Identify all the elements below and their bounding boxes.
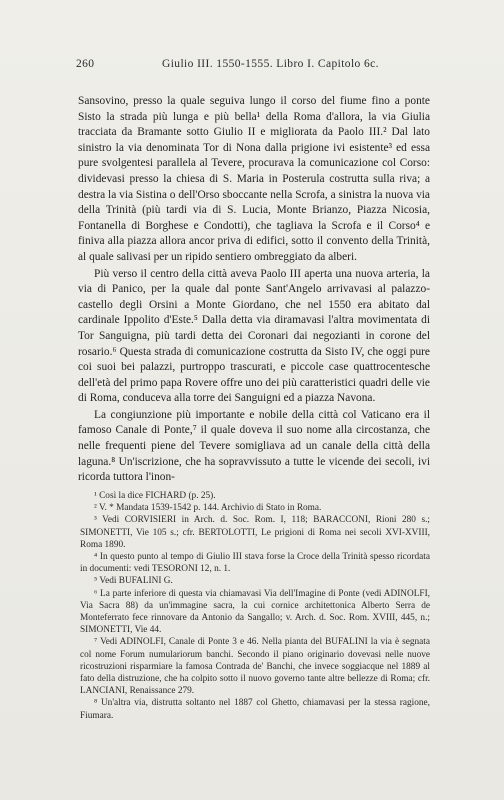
paragraph-2: Più verso il centro della città aveva Paolo III aperta una nuova arteria, la via di Panico, per la quale dal ponte Sant'Angelo arrivavasi al palazzo-castello degli Orsini a Monte Giordano, che nel 1550 era abitato dal cardinale Ippolito d'Este.⁵ Dalla detta via diramavasi l'altra movimentata di Tor Sanguigna, più tardi detta dei Coronari dai negozianti in corone del rosario.⁶ Questa strada di comunicazione costrutta da Sisto IV, che oggi pure coi suoi bei palazzi, purtroppo trascurati, e piccole case quattrocentesche dell'età del primo papa Rovere offre uno dei più caratteristici quadri delle vie di Roma, conduceva alla torre dei Sanguigni ed a piazza Navona.: [78, 267, 430, 405]
footnotes: [80, 490, 430, 722]
paragraph-1: Sansovino, presso la quale seguiva lungo il corso del fiume fino a ponte Sisto la strada più lunga e più bella¹ della Roma d'allora, la via Giulia tracciata da Bramante sotto Giulio II e migliorata da Paolo III.² Dal lato sinistro la via denominata Tor di Nona dalla prigione ivi esistente³ ed essa pure svolgentesi parallela al Tevere, procurava la comunicazione col Corso: dividevasi presso la chiesa di S. Maria in Posterula costrutta sulla riva; a destra la via Sistina o dell'Orso sboccante nella Scrofa, a sinistra la nuova via della Trinità (più tardi via di S. Lucia, Monte Brianzo, Piazza Nicosia, Fontanella di Borghese e Condotti), che tagliava la Scrofa e il Corso⁴ e finiva alla piazza allora ancor priva di edifici, sotto il convento della Trinità, al quale salivasi per un ripido sentiero ombreggiato da alberi.: [78, 95, 430, 263]
page-number: 260: [76, 58, 95, 70]
footnote-2: ² V. * Mandata 1539-1542 p. 144. Archivio di Stato in Roma.: [94, 503, 322, 514]
running-title: Giulio III. 1550-1555. Libro I. Capitolo 6c.: [162, 58, 379, 70]
paragraph-3: La congiunzione più importante e nobile della città col Vaticano era il famoso Canale di Ponte,⁷ il quale doveva il suo nome alla circostanza, che nelle frequenti piene del Tevere somigliava ad un canale della città della laguna.⁸ Un'iscrizione, che ha sopravvissuto a tutte le vicende dei secoli, ivi ricorda tuttora l'inon-: [78, 408, 430, 484]
footnote-1: ¹ Così la dice FICHARD (p. 25).: [94, 491, 216, 501]
footnote-8: ⁸ Un'altra via, distrutta soltanto nel 1887 col Ghetto, chiamavasi per la stessa ragione, Fiumara.: [80, 698, 430, 721]
footnote-6: ⁶ La parte inferiore di questa via chiamavasi Via dell'Imagine di Ponte (vedi ADINOLFI, Via Sacra 88) da un'immagine sacra, la cui cornice architettonica Alberto Serra de Monteferrato fece rinnovare da Antonio da Sangallo; v. Arch. d. Soc. Rom. XVIII, 445, n.; SIMONETTI, Vie 44.: [80, 588, 430, 636]
footnote-7: ⁷ Vedi ADINOLFI, Canale di Ponte 3 e 46. Nella pianta del BUFALINI la via è segnata col nome Forum numulariorum banchi. Secondo il piano originario dovevasi nelle nuove ricostruzioni risparmiare la famosa Contrada de' Banchi, che invece soggiacque nel 1889 al fato della distruzione, che ha colpito sotto il nuovo governo tante altre bellezze di Roma; cfr. LANCIANI, Renaissance 279.: [80, 637, 430, 697]
footnote-5: ⁵ Vedi BUFALINI G.: [94, 576, 173, 587]
footnote-4: ⁴ In questo punto al tempo di Giulio III stava forse la Croce della Trinità spesso ricordata in documenti: vedi TESORONI 12, n. 1.: [80, 552, 430, 575]
main-text: [78, 94, 430, 486]
footnote-3: ³ Vedi CORVISIERI in Arch. d. Soc. Rom. I, 118; BARACCONI, Rioni 280 s.; SIMONETTI, Vie 105 s.; cfr. BERTOLOTTI, Le prigioni di Roma nei secoli XVI-XVIII, Roma 1890.: [80, 515, 430, 550]
